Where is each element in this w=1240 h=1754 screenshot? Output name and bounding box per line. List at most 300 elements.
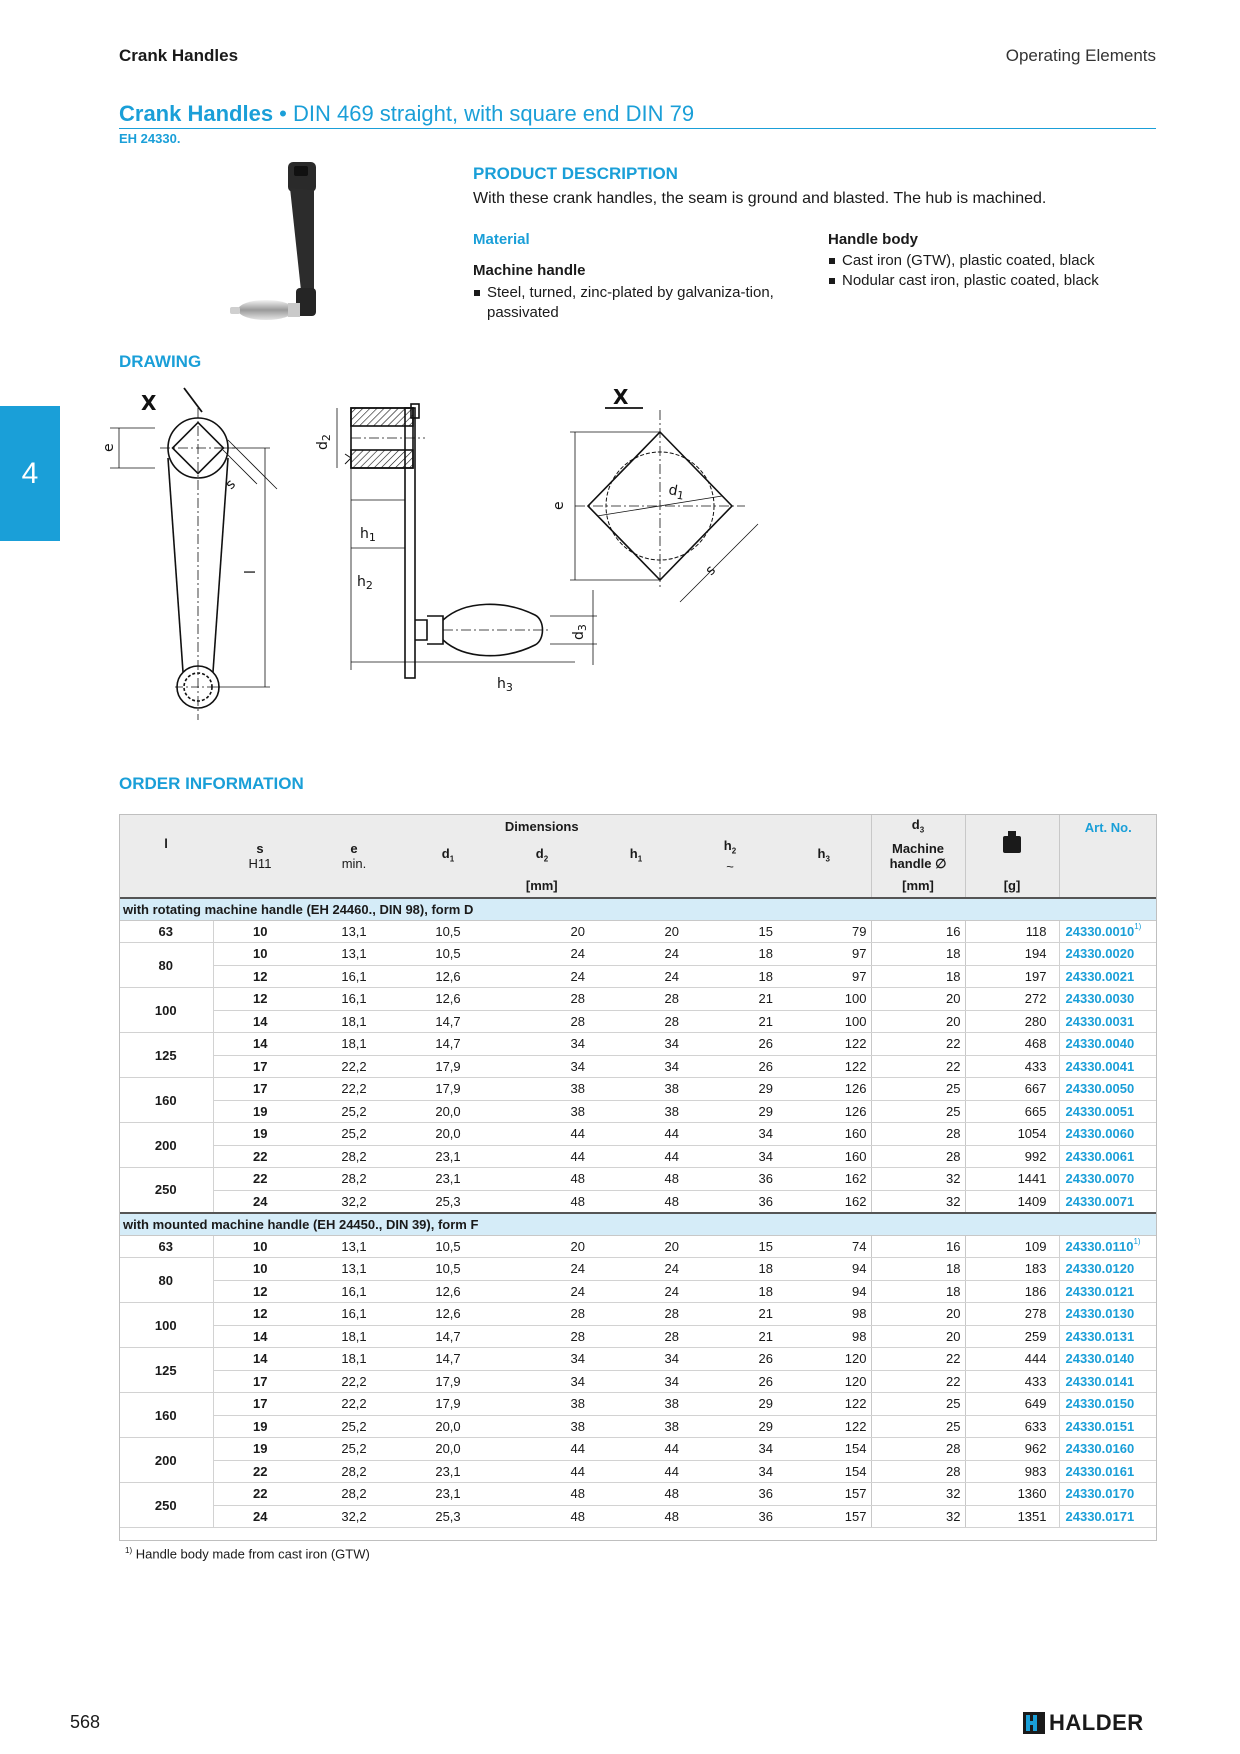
cell-h1: 24 (589, 1280, 683, 1303)
cell-d2: 48 (495, 1168, 589, 1191)
cell-h1: 24 (589, 965, 683, 988)
cell-art-no[interactable]: 24330.0041 (1059, 1055, 1157, 1078)
cell-art-no[interactable]: 24330.0130 (1059, 1303, 1157, 1326)
cell-weight: 665 (965, 1100, 1059, 1123)
dimensions-header: Dimensions (213, 814, 871, 838)
cell-d3: 20 (871, 1325, 965, 1348)
cell-l: 160 (119, 1393, 213, 1438)
table-row (119, 965, 1157, 988)
cell-h1: 44 (589, 1460, 683, 1483)
col-d2: $d_2$ (495, 838, 589, 874)
cell-art-no[interactable]: 24330.0141 (1059, 1370, 1157, 1393)
cell-d2: 48 (495, 1190, 589, 1213)
table-row (119, 1505, 1157, 1528)
cell-h3: 100 (777, 1010, 871, 1033)
list-item: Cast iron (GTW), plastic coated, black (828, 251, 1158, 271)
cell-h2: 29 (683, 1100, 777, 1123)
cell-weight: 962 (965, 1438, 1059, 1461)
machine-handle-list (473, 283, 783, 323)
cell-h3: 74 (777, 1235, 871, 1258)
table-row (119, 1393, 1157, 1416)
cell-h3: 162 (777, 1190, 871, 1213)
table-row (119, 1123, 1157, 1146)
cell-s: 17 (213, 1078, 307, 1101)
cell-h2: 18 (683, 943, 777, 966)
table-row (119, 1370, 1157, 1393)
cell-h3: 162 (777, 1168, 871, 1191)
cell-h2: 29 (683, 1415, 777, 1438)
table-row (119, 920, 1157, 943)
cell-d2: 48 (495, 1505, 589, 1528)
cell-e: 22,2 (307, 1370, 401, 1393)
cell-e: 32,2 (307, 1505, 401, 1528)
cell-art-no[interactable]: 24330.0070 (1059, 1168, 1157, 1191)
cell-h2: 21 (683, 1325, 777, 1348)
cell-h2: 15 (683, 1235, 777, 1258)
cell-h3: 154 (777, 1460, 871, 1483)
cell-s: 10 (213, 943, 307, 966)
cell-h3: 154 (777, 1438, 871, 1461)
cell-d1: 20,0 (401, 1100, 495, 1123)
cell-d2: 24 (495, 1280, 589, 1303)
col-art-no: Art. No. (1059, 814, 1157, 874)
cell-e: 16,1 (307, 988, 401, 1011)
cell-e: 28,2 (307, 1483, 401, 1506)
cell-s: 14 (213, 1348, 307, 1371)
cell-h3: 120 (777, 1370, 871, 1393)
cell-art-no[interactable]: 24330.0071 (1059, 1190, 1157, 1213)
cell-h1: 38 (589, 1415, 683, 1438)
cell-h3: 98 (777, 1303, 871, 1326)
cell-weight: 433 (965, 1370, 1059, 1393)
col-l: l (119, 814, 213, 874)
cell-d1: 10,5 (401, 1258, 495, 1281)
cell-h1: 20 (589, 920, 683, 943)
cell-s: 12 (213, 988, 307, 1011)
cell-d3: 20 (871, 988, 965, 1011)
cell-l: 80 (119, 943, 213, 988)
cell-art-no[interactable]: 24330.0030 (1059, 988, 1157, 1011)
cell-h3: 97 (777, 965, 871, 988)
cell-s: 14 (213, 1010, 307, 1033)
cell-s: 17 (213, 1393, 307, 1416)
cell-weight: 468 (965, 1033, 1059, 1056)
cell-d3: 16 (871, 1235, 965, 1258)
cell-weight: 109 (965, 1235, 1059, 1258)
cell-e: 16,1 (307, 1280, 401, 1303)
cell-h2: 36 (683, 1505, 777, 1528)
cell-d2: 34 (495, 1055, 589, 1078)
table-row (119, 1190, 1157, 1213)
cell-e: 22,2 (307, 1055, 401, 1078)
unit-mm-d3: [mm] (871, 874, 965, 898)
cell-e: 28,2 (307, 1168, 401, 1191)
cell-h1: 38 (589, 1078, 683, 1101)
unit-g: [g] (965, 874, 1059, 898)
cell-h1: 44 (589, 1123, 683, 1146)
col-h2: $h_2$ ~ (683, 838, 777, 874)
cell-h1: 28 (589, 988, 683, 1011)
cell-art-no[interactable]: 24330.0010$^{1)}$ (1059, 920, 1157, 943)
cell-h2: 18 (683, 1258, 777, 1281)
cell-d3: 22 (871, 1348, 965, 1371)
footnote: $^{1)}$ Handle body made from cast iron (GTW) (125, 1546, 370, 1562)
cell-h2: 18 (683, 1280, 777, 1303)
cell-h1: 28 (589, 1325, 683, 1348)
cell-s: 17 (213, 1370, 307, 1393)
cell-h3: 122 (777, 1033, 871, 1056)
cell-e: 25,2 (307, 1123, 401, 1146)
logo-mark-icon (1023, 1712, 1045, 1734)
cell-d1: 23,1 (401, 1460, 495, 1483)
cell-art-no[interactable]: 24330.0060 (1059, 1123, 1157, 1146)
label-x-detail: X (613, 385, 629, 409)
table-row (119, 1303, 1157, 1326)
cell-h1: 38 (589, 1100, 683, 1123)
cell-art-no[interactable]: 24330.0121 (1059, 1280, 1157, 1303)
cell-d3: 25 (871, 1415, 965, 1438)
cell-weight: 194 (965, 943, 1059, 966)
unit-mm: [mm] (213, 874, 871, 898)
table-row (119, 988, 1157, 1011)
cell-l: 80 (119, 1258, 213, 1303)
col-d1: $d_1$ (401, 838, 495, 874)
cell-h1: 34 (589, 1370, 683, 1393)
label-h3: $h_3$ (497, 676, 513, 694)
cell-art-no[interactable]: 24330.0131 (1059, 1325, 1157, 1348)
cell-d3: 32 (871, 1190, 965, 1213)
cell-h2: 21 (683, 988, 777, 1011)
machine-handle-title: Machine handle (473, 262, 586, 279)
cell-d2: 20 (495, 920, 589, 943)
cell-d3: 28 (871, 1438, 965, 1461)
cell-s: 22 (213, 1483, 307, 1506)
cell-e: 13,1 (307, 920, 401, 943)
cell-art-no[interactable]: 24330.0051 (1059, 1100, 1157, 1123)
cell-d3: 22 (871, 1055, 965, 1078)
col-h3: $h_3$ (777, 838, 871, 874)
cell-d2: 24 (495, 943, 589, 966)
cell-s: 12 (213, 1303, 307, 1326)
cell-weight: 1351 (965, 1505, 1059, 1528)
cell-s: 12 (213, 965, 307, 988)
cell-d2: 48 (495, 1483, 589, 1506)
cell-d2: 44 (495, 1123, 589, 1146)
label-d2: $d_2$ (315, 434, 333, 450)
cell-weight: 1054 (965, 1123, 1059, 1146)
running-header-left: Crank Handles (119, 46, 239, 65)
cell-s: 17 (213, 1055, 307, 1078)
product-description-heading: PRODUCT DESCRIPTION (473, 164, 678, 183)
cell-d1: 14,7 (401, 1033, 495, 1056)
cell-d1: 12,6 (401, 988, 495, 1011)
cell-art-no[interactable]: 24330.0110$^{1)}$ (1059, 1235, 1157, 1258)
cell-h3: 157 (777, 1505, 871, 1528)
cell-weight: 444 (965, 1348, 1059, 1371)
cell-d2: 24 (495, 1258, 589, 1281)
cell-art-no[interactable]: 24330.0160 (1059, 1438, 1157, 1461)
label-e: e (101, 443, 117, 452)
table-row (119, 1415, 1157, 1438)
cell-d1: 12,6 (401, 1280, 495, 1303)
cell-h2: 36 (683, 1483, 777, 1506)
cell-art-no[interactable]: 24330.0150 (1059, 1393, 1157, 1416)
section-header: with mounted machine handle (EH 24450., DIN 39), form F (119, 1213, 1157, 1236)
cell-e: 18,1 (307, 1348, 401, 1371)
cell-weight: 649 (965, 1393, 1059, 1416)
cell-l: 63 (119, 1235, 213, 1258)
cell-d3: 22 (871, 1370, 965, 1393)
table-row (119, 1348, 1157, 1371)
cell-d2: 28 (495, 1303, 589, 1326)
cell-d2: 34 (495, 1033, 589, 1056)
cell-e: 18,1 (307, 1033, 401, 1056)
cell-l: 100 (119, 988, 213, 1033)
handle-body-list (828, 251, 1158, 291)
col-d3-label: Machine handle ∅ (871, 838, 965, 874)
cell-d3: 28 (871, 1460, 965, 1483)
cell-h1: 44 (589, 1438, 683, 1461)
cell-h1: 24 (589, 1258, 683, 1281)
cell-art-no[interactable]: 24330.0061 (1059, 1145, 1157, 1168)
col-h1: $h_1$ (589, 838, 683, 874)
cell-d3: 32 (871, 1168, 965, 1191)
page-title (119, 101, 694, 127)
cell-h3: 160 (777, 1145, 871, 1168)
cell-d1: 12,6 (401, 1303, 495, 1326)
cell-h3: 122 (777, 1055, 871, 1078)
cell-art-no[interactable]: 24330.0171 (1059, 1505, 1157, 1528)
cell-h2: 18 (683, 965, 777, 988)
cell-d2: 34 (495, 1370, 589, 1393)
cell-h2: 29 (683, 1393, 777, 1416)
cell-weight: 983 (965, 1460, 1059, 1483)
chapter-tab[interactable]: 4 (0, 406, 60, 541)
order-heading: ORDER INFORMATION (119, 774, 304, 793)
cell-d2: 44 (495, 1460, 589, 1483)
cell-d1: 20,0 (401, 1438, 495, 1461)
cell-d3: 25 (871, 1078, 965, 1101)
cell-s: 12 (213, 1280, 307, 1303)
cell-d1: 17,9 (401, 1055, 495, 1078)
cell-h2: 21 (683, 1303, 777, 1326)
cell-h1: 20 (589, 1235, 683, 1258)
cell-h3: 122 (777, 1393, 871, 1416)
drawing-heading: DRAWING (119, 352, 202, 371)
cell-d1: 14,7 (401, 1010, 495, 1033)
cell-art-no[interactable]: 24330.0140 (1059, 1348, 1157, 1371)
table-row (119, 1235, 1157, 1258)
product-description-text: With these crank handles, the seam is ground and blasted. The hub is machined. (473, 190, 1047, 207)
cell-h2: 26 (683, 1370, 777, 1393)
cell-d1: 17,9 (401, 1370, 495, 1393)
cell-h2: 34 (683, 1145, 777, 1168)
technical-drawing (101, 385, 725, 760)
cell-h1: 48 (589, 1505, 683, 1528)
cell-d3: 20 (871, 1010, 965, 1033)
cell-weight: 186 (965, 1280, 1059, 1303)
cell-d3: 18 (871, 1280, 965, 1303)
cell-weight: 272 (965, 988, 1059, 1011)
cell-art-no[interactable]: 24330.0170 (1059, 1483, 1157, 1506)
table-row (119, 1280, 1157, 1303)
cell-d3: 22 (871, 1033, 965, 1056)
label-l: l (243, 570, 259, 574)
cell-weight: 633 (965, 1415, 1059, 1438)
cell-d1: 23,1 (401, 1483, 495, 1506)
cell-h3: 79 (777, 920, 871, 943)
cell-h3: 157 (777, 1483, 871, 1506)
cell-l: 250 (119, 1483, 213, 1528)
side-section-view (337, 404, 597, 678)
cell-art-no[interactable]: 24330.0151 (1059, 1415, 1157, 1438)
cell-weight: 1409 (965, 1190, 1059, 1213)
cell-s: 19 (213, 1415, 307, 1438)
cell-d1: 14,7 (401, 1325, 495, 1348)
cell-e: 16,1 (307, 1303, 401, 1326)
cell-h2: 26 (683, 1033, 777, 1056)
cell-h3: 120 (777, 1348, 871, 1371)
cell-e: 22,2 (307, 1393, 401, 1416)
col-e: e min. (307, 838, 401, 874)
cell-s: 10 (213, 920, 307, 943)
cell-d3: 25 (871, 1393, 965, 1416)
section-header: with rotating machine handle (EH 24460., DIN 98), form D (119, 898, 1157, 921)
cell-art-no[interactable]: 24330.0031 (1059, 1010, 1157, 1033)
cell-e: 18,1 (307, 1325, 401, 1348)
cell-s: 19 (213, 1438, 307, 1461)
table-row (119, 1460, 1157, 1483)
table-row (119, 1325, 1157, 1348)
cell-e: 13,1 (307, 1235, 401, 1258)
cell-e: 25,2 (307, 1415, 401, 1438)
cell-h1: 48 (589, 1483, 683, 1506)
cell-weight: 667 (965, 1078, 1059, 1101)
front-view (110, 388, 277, 720)
cell-l: 200 (119, 1123, 213, 1168)
cell-s: 22 (213, 1168, 307, 1191)
cell-h1: 48 (589, 1190, 683, 1213)
cell-d2: 28 (495, 988, 589, 1011)
cell-d1: 14,7 (401, 1348, 495, 1371)
cell-h1: 28 (589, 1010, 683, 1033)
cell-e: 18,1 (307, 1010, 401, 1033)
cell-art-no[interactable]: 24330.0161 (1059, 1460, 1157, 1483)
table-row (119, 943, 1157, 966)
order-table (119, 814, 1157, 1528)
cell-s: 24 (213, 1505, 307, 1528)
cell-s: 10 (213, 1235, 307, 1258)
cell-l: 160 (119, 1078, 213, 1123)
cell-h2: 26 (683, 1055, 777, 1078)
cell-h2: 34 (683, 1123, 777, 1146)
cell-h3: 94 (777, 1280, 871, 1303)
cell-d3: 18 (871, 965, 965, 988)
handle-body-title: Handle body (828, 231, 919, 248)
cell-h3: 126 (777, 1078, 871, 1101)
cell-l: 125 (119, 1348, 213, 1393)
cell-d1: 10,5 (401, 920, 495, 943)
cell-l: 250 (119, 1168, 213, 1213)
cell-art-no[interactable]: 24330.0020 (1059, 943, 1157, 966)
table-row (119, 1055, 1157, 1078)
cell-d1: 17,9 (401, 1078, 495, 1101)
label-h2: $h_2$ (357, 574, 373, 592)
table-row (119, 1078, 1157, 1101)
cell-art-no[interactable]: 24330.0050 (1059, 1078, 1157, 1101)
cell-h1: 24 (589, 943, 683, 966)
cell-d1: 10,5 (401, 943, 495, 966)
cell-d2: 20 (495, 1235, 589, 1258)
cell-h1: 28 (589, 1303, 683, 1326)
cell-weight: 278 (965, 1303, 1059, 1326)
cell-l: 125 (119, 1033, 213, 1078)
cell-art-no[interactable]: 24330.0040 (1059, 1033, 1157, 1056)
cell-art-no[interactable]: 24330.0120 (1059, 1258, 1157, 1281)
cell-h2: 36 (683, 1168, 777, 1191)
cell-d3: 18 (871, 943, 965, 966)
page-number: 568 (70, 1712, 101, 1732)
cell-d1: 10,5 (401, 1235, 495, 1258)
cell-h2: 29 (683, 1078, 777, 1101)
cell-h2: 26 (683, 1348, 777, 1371)
cell-e: 13,1 (307, 943, 401, 966)
cell-h3: 122 (777, 1415, 871, 1438)
crank-handle-photo (218, 160, 358, 335)
x-detail-view (570, 408, 758, 602)
cell-d2: 38 (495, 1415, 589, 1438)
cell-s: 19 (213, 1123, 307, 1146)
cell-d2: 28 (495, 1010, 589, 1033)
cell-h1: 34 (589, 1348, 683, 1371)
cell-d1: 23,1 (401, 1145, 495, 1168)
weight-icon (965, 814, 1059, 874)
col-s: s H11 (213, 838, 307, 874)
cell-h2: 34 (683, 1438, 777, 1461)
cell-h2: 15 (683, 920, 777, 943)
cell-h1: 48 (589, 1168, 683, 1191)
label-e-detail: e (551, 501, 567, 510)
col-d3-symbol: $d_3$ (871, 814, 965, 838)
cell-s: 22 (213, 1145, 307, 1168)
table-row (119, 1258, 1157, 1281)
title-rule (119, 128, 1156, 129)
cell-d1: 20,0 (401, 1123, 495, 1146)
cell-s: 14 (213, 1033, 307, 1056)
cell-d2: 34 (495, 1348, 589, 1371)
cell-weight: 118 (965, 920, 1059, 943)
cell-d1: 25,3 (401, 1190, 495, 1213)
cell-d3: 28 (871, 1123, 965, 1146)
cell-e: 25,2 (307, 1100, 401, 1123)
cell-d1: 25,3 (401, 1505, 495, 1528)
label-s: s (222, 476, 239, 493)
cell-e: 13,1 (307, 1258, 401, 1281)
cell-art-no[interactable]: 24330.0021 (1059, 965, 1157, 988)
title-rest: • DIN 469 straight, with square end DIN 79 (273, 101, 695, 126)
cell-h3: 160 (777, 1123, 871, 1146)
cell-weight: 992 (965, 1145, 1059, 1168)
cell-d1: 20,0 (401, 1415, 495, 1438)
table-row (119, 1010, 1157, 1033)
cell-h1: 44 (589, 1145, 683, 1168)
cell-d2: 44 (495, 1438, 589, 1461)
material-label: Material (473, 231, 530, 248)
cell-weight: 1441 (965, 1168, 1059, 1191)
cell-e: 22,2 (307, 1078, 401, 1101)
cell-e: 16,1 (307, 965, 401, 988)
table-row (119, 1033, 1157, 1056)
